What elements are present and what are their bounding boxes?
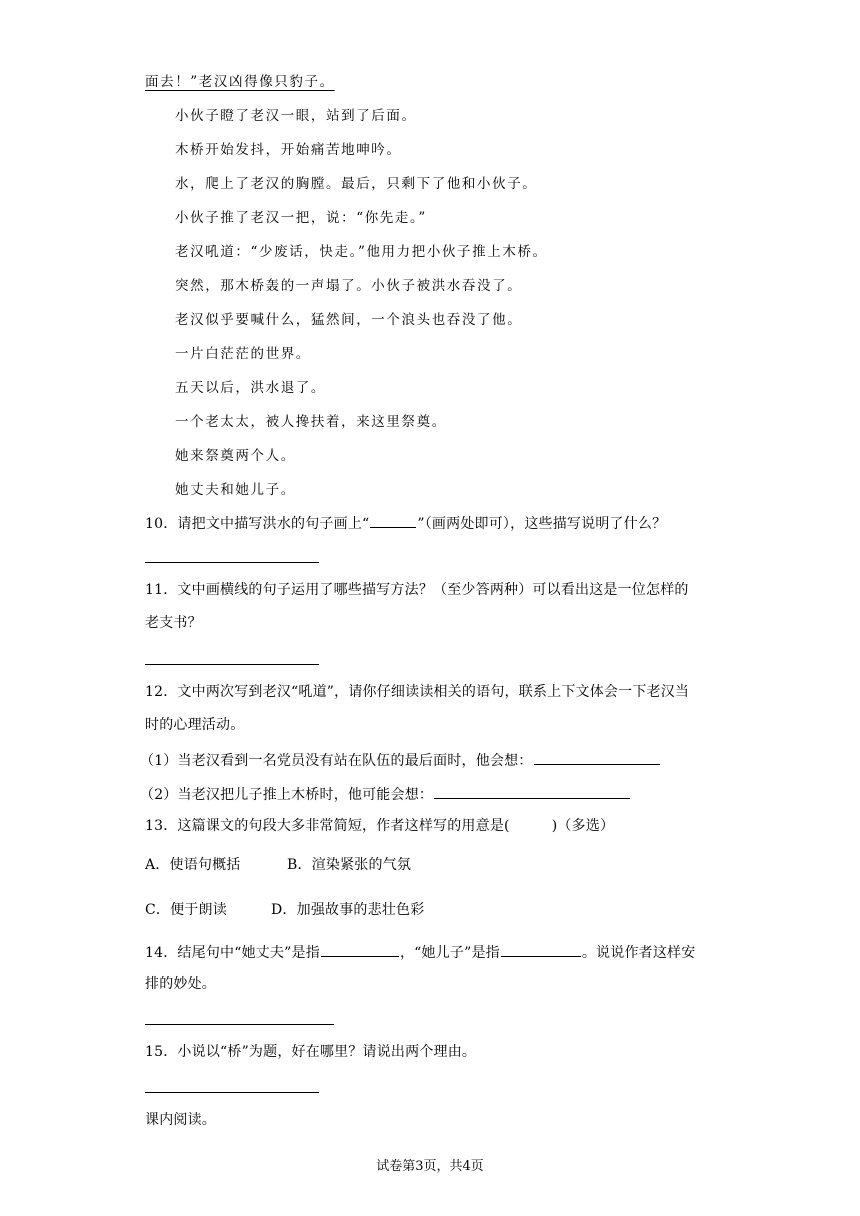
story-line-12: 她来祭奠两个人。 xyxy=(175,448,296,464)
question-11-line-2: 老支书？ xyxy=(145,615,202,631)
answer-line-10[interactable] xyxy=(145,562,319,563)
question-12-sub-1-blank[interactable] xyxy=(534,752,660,765)
question-10-inline-blank[interactable] xyxy=(370,515,416,528)
question-15: 15．小说以“桥”为题，好在哪里？请说出两个理由。 xyxy=(145,1044,477,1060)
answer-line-11[interactable] xyxy=(145,664,319,665)
section-next-heading: 课内阅读。 xyxy=(145,1112,216,1128)
question-12-sub-2-blank[interactable] xyxy=(434,786,630,799)
answer-line-15[interactable] xyxy=(145,1092,319,1093)
question-13-text-b: )（多选） xyxy=(551,818,615,834)
question-14-text-c: 。说说作者这样安 xyxy=(581,945,696,961)
question-13-text-a: 13．这篇课文的句段大多非常简短，作者这样写的用意是( xyxy=(145,818,510,834)
question-14-blank-2[interactable] xyxy=(501,944,581,957)
question-10-text-a: 10．请把文中描写洪水的句子画上“ xyxy=(145,516,370,532)
question-13-option-a: A．使语句概括 xyxy=(145,857,241,873)
question-12-sub-1 xyxy=(140,752,661,768)
question-14-line-2: 排的妙处。 xyxy=(145,976,216,992)
question-12-sub-2 xyxy=(140,786,631,802)
question-12-sub-2-text: （2）当老汉把儿子推上木桥时，他可能会想： xyxy=(140,787,434,803)
story-line-9: 一片白茫茫的世界。 xyxy=(175,346,311,362)
story-line-4: 水，爬上了老汉的胸膛。最后，只剩下了他和小伙子。 xyxy=(175,176,538,192)
story-line-6: 老汉吼道：“少废话，快走。”他用力把小伙子推上木桥。 xyxy=(175,244,548,260)
question-12-line-2: 时的心理活动。 xyxy=(145,717,245,733)
question-13-option-c: C．便于朗读 xyxy=(145,902,227,918)
question-13-option-d: D．加强故事的悲壮色彩 xyxy=(271,902,425,918)
question-10-text-b: ”（画两处即可），这些描写说明了什么？ xyxy=(417,516,667,532)
question-12-sub-1-text: （1）当老汉看到一名党员没有站在队伍的最后面时，他会想： xyxy=(140,753,533,769)
story-line-8: 老汉似乎要喊什么，猛然间，一个浪头也吞没了他。 xyxy=(175,312,523,328)
question-14-line-1 xyxy=(145,944,695,960)
question-13-option-b: B．渲染紧张的气氛 xyxy=(287,857,412,873)
question-12-line-1: 12．文中两次写到老汉“吼道”，请你仔细读读相关的语句，联系上下文体会一下老汉当 xyxy=(145,684,690,700)
question-14-text-b: ，“她儿子”是指 xyxy=(399,945,500,961)
story-line-7: 突然，那木桥轰的一声塌了。小伙子被洪水吞没了。 xyxy=(175,278,523,294)
question-14-blank-1[interactable] xyxy=(321,944,399,957)
question-13 xyxy=(145,819,614,833)
story-line-10: 五天以后，洪水退了。 xyxy=(175,380,326,396)
story-line-3: 木桥开始发抖，开始痛苦地呻吟。 xyxy=(175,142,402,158)
question-10 xyxy=(145,515,666,531)
question-11-line-1: 11．文中画横线的句子运用了哪些描写方法？（至少答两种）可以看出这是一位怎样的 xyxy=(145,582,689,598)
story-line-5: 小伙子推了老汉一把，说：“你先走。” xyxy=(175,210,427,226)
answer-line-14[interactable] xyxy=(145,1024,334,1025)
story-line-13: 她丈夫和她儿子。 xyxy=(175,482,296,498)
page-footer: 试卷第3页，共4页 xyxy=(376,1159,484,1174)
story-line-1: 面去！”老汉凶得像只豹子。 xyxy=(145,74,335,90)
story-line-2: 小伙子瞪了老汉一眼，站到了后面。 xyxy=(175,108,417,124)
question-14-text-a: 14．结尾句中“她丈夫”是指 xyxy=(145,945,320,961)
story-line-11: 一个老太太，被人搀扶着，来这里祭奠。 xyxy=(175,414,447,430)
